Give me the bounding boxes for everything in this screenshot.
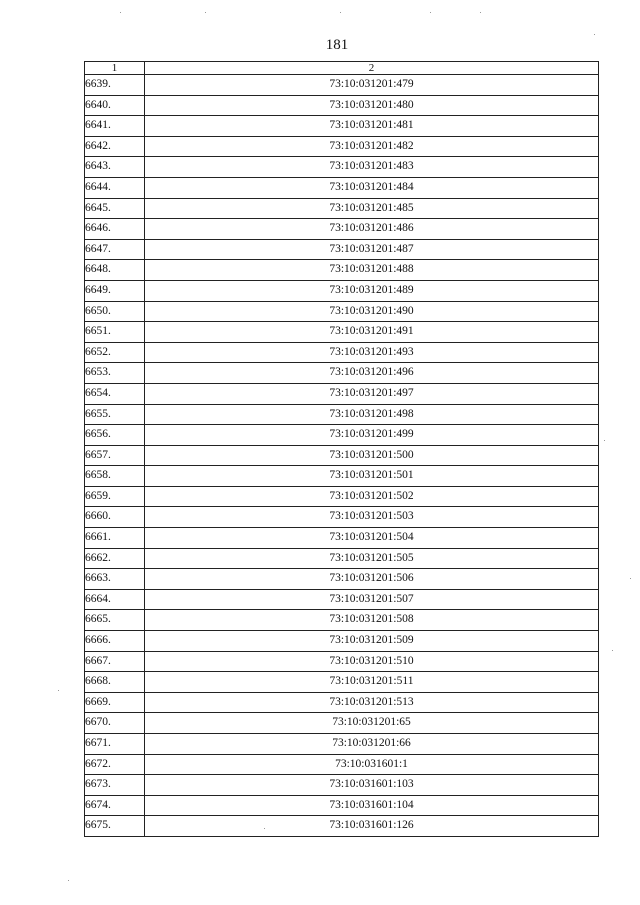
cadastral-number: 73:10:031201:509 — [145, 631, 599, 652]
table-row — [85, 486, 599, 507]
row-number: 6646. — [85, 219, 145, 240]
row-number: 6672. — [85, 754, 145, 775]
row-number: 6648. — [85, 260, 145, 281]
table-row — [85, 136, 599, 157]
row-number: 6669. — [85, 692, 145, 713]
row-number: 6641. — [85, 116, 145, 137]
row-number: 6668. — [85, 672, 145, 693]
scan-speck — [480, 12, 481, 13]
column-header-2: 2 — [145, 62, 599, 75]
row-number: 6643. — [85, 157, 145, 178]
table-row — [85, 754, 599, 775]
cadastral-number: 73:10:031201:504 — [145, 528, 599, 549]
table-row — [85, 239, 599, 260]
row-number: 6655. — [85, 404, 145, 425]
table-row — [85, 383, 599, 404]
table-row — [85, 75, 599, 96]
cadastral-number: 73:10:031201:513 — [145, 692, 599, 713]
row-number: 6667. — [85, 651, 145, 672]
scan-speck — [264, 828, 265, 829]
row-number: 6660. — [85, 507, 145, 528]
cadastral-number: 73:10:031201:500 — [145, 445, 599, 466]
cadastral-number: 73:10:031201:506 — [145, 569, 599, 590]
table-row — [85, 795, 599, 816]
table-row — [85, 775, 599, 796]
column-header-1: 1 — [85, 62, 145, 75]
row-number: 6652. — [85, 342, 145, 363]
cadastral-number: 73:10:031201:510 — [145, 651, 599, 672]
row-number: 6657. — [85, 445, 145, 466]
scan-speck — [58, 690, 59, 691]
cadastral-number: 73:10:031201:502 — [145, 486, 599, 507]
scan-speck — [120, 12, 121, 13]
cadastral-number: 73:10:031201:481 — [145, 116, 599, 137]
table-row — [85, 177, 599, 198]
table-row — [85, 445, 599, 466]
cadastral-number: 73:10:031201:505 — [145, 548, 599, 569]
table-row — [85, 734, 599, 755]
scan-speck — [430, 12, 431, 13]
cadastral-number: 73:10:031201:486 — [145, 219, 599, 240]
table-row — [85, 569, 599, 590]
cadastral-number: 73:10:031201:503 — [145, 507, 599, 528]
row-number: 6673. — [85, 775, 145, 796]
row-number: 6666. — [85, 631, 145, 652]
row-number: 6642. — [85, 136, 145, 157]
scan-speck — [630, 578, 631, 579]
cadastral-number: 73:10:031201:482 — [145, 136, 599, 157]
row-number: 6659. — [85, 486, 145, 507]
cadastral-number: 73:10:031601:104 — [145, 795, 599, 816]
row-number: 6651. — [85, 322, 145, 343]
scan-speck — [604, 440, 605, 441]
table-row — [85, 589, 599, 610]
cadastral-number: 73:10:031601:126 — [145, 816, 599, 837]
cadastral-number: 73:10:031201:499 — [145, 425, 599, 446]
cadastral-number: 73:10:031201:498 — [145, 404, 599, 425]
row-number: 6649. — [85, 280, 145, 301]
table-header-row — [85, 62, 599, 75]
table-row — [85, 198, 599, 219]
table-row — [85, 651, 599, 672]
row-number: 6653. — [85, 363, 145, 384]
row-number: 6661. — [85, 528, 145, 549]
row-number: 6663. — [85, 569, 145, 590]
table-row — [85, 342, 599, 363]
row-number: 6656. — [85, 425, 145, 446]
scan-speck — [340, 12, 341, 13]
table-row — [85, 260, 599, 281]
table-row — [85, 116, 599, 137]
table-row — [85, 301, 599, 322]
cadastral-number: 73:10:031201:480 — [145, 95, 599, 116]
table-row — [85, 322, 599, 343]
cadastral-number: 73:10:031201:497 — [145, 383, 599, 404]
row-number: 6675. — [85, 816, 145, 837]
row-number: 6674. — [85, 795, 145, 816]
row-number: 6640. — [85, 95, 145, 116]
cadastral-number: 73:10:031201:488 — [145, 260, 599, 281]
table-row — [85, 610, 599, 631]
cadastral-number: 73:10:031201:491 — [145, 322, 599, 343]
row-number: 6654. — [85, 383, 145, 404]
table-row — [85, 507, 599, 528]
row-number: 6670. — [85, 713, 145, 734]
cadastral-number: 73:10:031601:103 — [145, 775, 599, 796]
cadastral-number: 73:10:031201:496 — [145, 363, 599, 384]
table-row — [85, 528, 599, 549]
cadastral-number: 73:10:031201:490 — [145, 301, 599, 322]
table-row — [85, 404, 599, 425]
row-number: 6671. — [85, 734, 145, 755]
row-number: 6658. — [85, 466, 145, 487]
scan-speck — [594, 34, 595, 35]
scan-speck — [205, 12, 206, 13]
table-row — [85, 280, 599, 301]
scan-speck — [612, 650, 613, 651]
row-number: 6639. — [85, 75, 145, 96]
table-row — [85, 672, 599, 693]
row-number: 6665. — [85, 610, 145, 631]
page-number: 181 — [325, 37, 349, 53]
cadastral-number: 73:10:031201:489 — [145, 280, 599, 301]
row-number: 6662. — [85, 548, 145, 569]
table-row — [85, 157, 599, 178]
cadastral-table — [84, 61, 599, 837]
cadastral-number: 73:10:031201:65 — [145, 713, 599, 734]
cadastral-number: 73:10:031201:487 — [145, 239, 599, 260]
table-row — [85, 466, 599, 487]
cadastral-number: 73:10:031201:501 — [145, 466, 599, 487]
cadastral-number: 73:10:031201:479 — [145, 75, 599, 96]
table-row — [85, 363, 599, 384]
cadastral-number: 73:10:031201:507 — [145, 589, 599, 610]
table-body — [85, 75, 599, 837]
row-number: 6644. — [85, 177, 145, 198]
cadastral-number: 73:10:031601:1 — [145, 754, 599, 775]
cadastral-number: 73:10:031201:511 — [145, 672, 599, 693]
table-row — [85, 692, 599, 713]
cadastral-number: 73:10:031201:493 — [145, 342, 599, 363]
table-row — [85, 95, 599, 116]
row-number: 6664. — [85, 589, 145, 610]
cadastral-number: 73:10:031201:485 — [145, 198, 599, 219]
cadastral-number: 73:10:031201:508 — [145, 610, 599, 631]
cadastral-number: 73:10:031201:66 — [145, 734, 599, 755]
table-row — [85, 713, 599, 734]
table-row — [85, 548, 599, 569]
cadastral-number: 73:10:031201:483 — [145, 157, 599, 178]
table-row — [85, 219, 599, 240]
table-row — [85, 631, 599, 652]
table-row — [85, 425, 599, 446]
cadastral-number: 73:10:031201:484 — [145, 177, 599, 198]
table-row — [85, 816, 599, 837]
row-number: 6645. — [85, 198, 145, 219]
row-number: 6650. — [85, 301, 145, 322]
scan-speck — [68, 880, 69, 881]
row-number: 6647. — [85, 239, 145, 260]
